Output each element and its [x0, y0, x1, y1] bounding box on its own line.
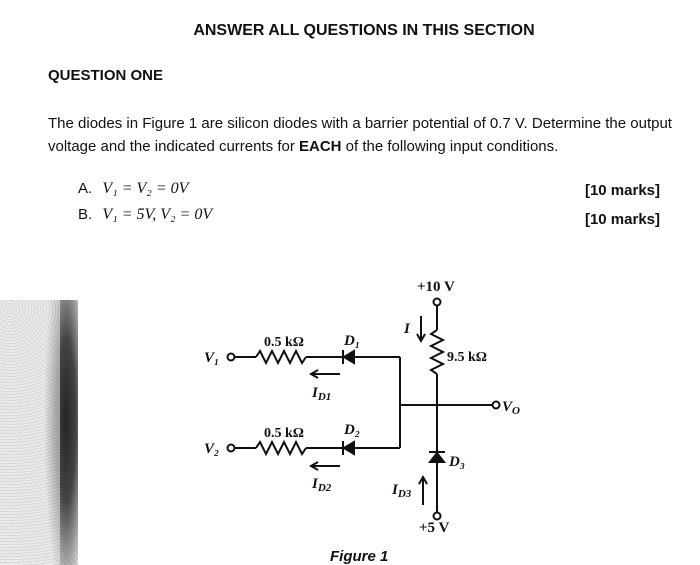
- label-id2: $I_{D2}$: [312, 476, 332, 494]
- option-a-marks: [10 marks]: [584, 182, 660, 199]
- label-r2: 0.5 kΩ: [264, 426, 304, 441]
- current-i-arrow: [417, 316, 425, 341]
- label-supply-bottom: +5 V: [419, 520, 450, 536]
- label-vo: $V_O$: [502, 399, 520, 417]
- diode-d1: [343, 350, 354, 364]
- label-d2: D₂: [344, 422, 361, 438]
- label-d1: D₁: [344, 333, 361, 349]
- bottom-supply-terminal: [434, 513, 441, 520]
- resistor-r2: [256, 442, 306, 454]
- question-title: QUESTION ONE: [48, 67, 164, 84]
- option-a-condition: V₁ = V₂ = 0V: [102, 180, 189, 197]
- label-id3: $I_{D3}$: [392, 482, 412, 500]
- section-title: ANSWER ALL QUESTIONS IN THIS SECTION: [193, 22, 535, 39]
- current-id1-arrow: [311, 370, 340, 378]
- diode-d2: [343, 441, 354, 455]
- question-body-emphasis: EACH: [299, 138, 342, 155]
- label-id1: $I_{D1}$: [312, 385, 332, 403]
- current-id2-arrow: [311, 462, 340, 470]
- question-body-text-1: The diodes in Figure 1 are silicon diodes with a barrier potential of 0.7 V. Determine the output voltage and the indicated currents for: [48, 115, 672, 155]
- vo-terminal: [493, 402, 500, 409]
- label-d3: D₃: [449, 454, 466, 470]
- label-r1: 0.5 kΩ: [264, 335, 304, 350]
- label-v1: V₁: [204, 350, 220, 366]
- option-b-marks: [10 marks]: [584, 211, 660, 228]
- figure-caption: Figure 1: [330, 548, 389, 565]
- resistor-r1: [256, 351, 306, 363]
- label-r3: 9.5 kΩ: [447, 350, 487, 365]
- label-current-i: I: [404, 321, 410, 337]
- option-b-letter: B.: [78, 206, 93, 223]
- option-b-condition: V₁ = 5V, V₂ = 0V: [102, 206, 213, 223]
- top-supply-terminal: [434, 299, 441, 306]
- question-body-text-2: of the following input conditions.: [341, 138, 559, 155]
- current-id3-arrow: [419, 477, 427, 505]
- label-v2: V₂: [204, 441, 220, 457]
- diode-d3: [429, 452, 445, 462]
- resistor-r3: [431, 330, 443, 374]
- label-supply-top: +10 V: [417, 279, 455, 295]
- v1-terminal: [228, 354, 235, 361]
- v2-terminal: [228, 445, 235, 452]
- option-a-letter: A.: [78, 180, 93, 197]
